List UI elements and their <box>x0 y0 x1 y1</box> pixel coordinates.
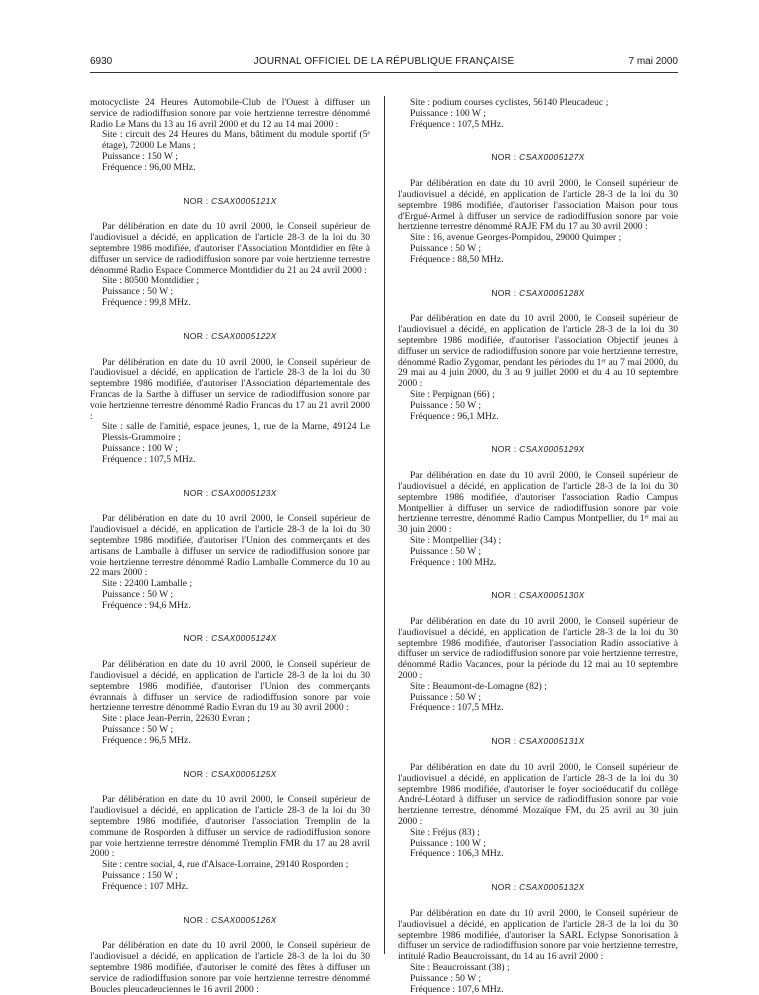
frequency-line: Fréquence : 96,00 MHz. <box>102 161 196 173</box>
column-divider <box>384 96 385 954</box>
right-column <box>398 98 678 995</box>
site-line: Site : 16, avenue Georges-Pompidou, 29000 Quimper ; <box>410 232 622 244</box>
frequency-line: Fréquence : 96,5 MHz. <box>102 734 191 746</box>
entry <box>398 152 678 265</box>
nor-reference <box>90 488 370 499</box>
site-line: Site : place Jean-Perrin, 22630 Evran ; <box>102 713 250 725</box>
entry <box>398 444 678 568</box>
paragraph: Par délibération en date du 10 avril 2000, le Conseil supérieur de l'audiovisuel a décidé, en application de l'article 28-3 de la loi du 30 septembre 1986 modifiée, d'autoriser l'association Maison pour tous d'Ergué-Armel à diffuser un service de radiodiffusion sonore par voie hertzienne terrestre dénommé RAJE FM du 17 au 30 avril 2000 : <box>398 178 678 233</box>
entry <box>398 882 678 995</box>
frequency-line: Fréquence : 107,5 MHz. <box>410 702 504 714</box>
left-column <box>90 98 370 995</box>
site-line: Site : Perpignan (66) ; <box>410 388 495 400</box>
power-line: Puissance : 50 W ; <box>410 972 482 984</box>
power-line: Puissance : 50 W ; <box>410 242 482 254</box>
nor-label: NOR : <box>491 444 517 455</box>
nor-label: NOR : <box>183 487 209 498</box>
paragraph: Par délibération en date du 10 avril 2000, le Conseil supérieur de l'audiovisuel a décidé, en application de l'article 28-3 de la loi du 30 septembre 1986 modifiée, d'autoriser la SARL Eclypse Sonorisation à diffuser un service de radiodiffusion sonore par voie hertzienne terrestre, intitulé Radio Beaucroissant, du 14 au 16 avril 2000 : <box>398 908 678 963</box>
entry <box>398 288 678 423</box>
entry <box>90 633 370 746</box>
site-line: Site : Montpellier (34) ; <box>410 534 502 546</box>
power-line: Puissance : 50 W ; <box>102 588 174 600</box>
frequency-line: Fréquence : 94,6 MHz. <box>102 599 191 611</box>
power-line: Puissance : 100 W ; <box>102 442 178 454</box>
paragraph: Par délibération en date du 10 avril 2000, le Conseil supérieur de l'audiovisuel a décidé, en application de l'article 28-3 de la loi du 30 septembre 1986 modifiée, d'autoriser l'Union des commerçants et des artisans de Lamballe à diffuser un service de radiodiffusion sonore par voie hertzienne terrestre dénommé Radio Lamballe Commerce du 10 au 22 mars 2000 : <box>90 513 370 579</box>
power-line: Puissance : 150 W ; <box>102 870 178 882</box>
entry <box>90 915 370 995</box>
frequency-line: Fréquence : 96,1 MHz. <box>410 410 499 422</box>
frequency-line: Fréquence : 107,5 MHz. <box>102 453 196 465</box>
power-line: Puissance : 50 W ; <box>410 545 482 557</box>
journal-title: JOURNAL OFFICIEL DE LA RÉPUBLIQUE FRANÇAISE <box>253 56 515 67</box>
nor-code: CSAX0005121X <box>211 195 277 206</box>
site-line: Site : 22400 Lamballe ; <box>102 578 193 590</box>
site-line: Site : centre social, 4, rue d'Alsace-Lorraine, 29140 Rosporden ; <box>102 859 349 871</box>
nor-code: CSAX0005132X <box>519 882 585 893</box>
nor-label: NOR : <box>491 736 517 747</box>
site-line: Site : Beaumont-de-Lomagne (82) ; <box>410 680 547 692</box>
frequency-line: Fréquence : 107 MHz. <box>102 880 189 892</box>
paragraph: Par délibération en date du 10 avril 2000, le Conseil supérieur de l'audiovisuel a décidé, en application de l'article 28-3 de la loi du 30 septembre 1986 modifiée, d'autoriser l'Association départementale des Francas de la Sarthe à diffuser un service de radiodiffusion sonore par voie hertzienne terrestre dénommé Radio Francas du 17 au 21 avril 2000 : <box>90 356 370 422</box>
site-line: Site : podium courses cyclistes, 56140 Pleucadeuc ; <box>410 97 609 108</box>
paragraph: Par délibération en date du 10 avril 2000, le Conseil supérieur de l'audiovisuel a décidé, en application de l'article 28-3 de la loi du 30 septembre 1986 modifiée, d'autoriser le foyer socioéducatif du collège André-Léotard à diffuser un service de radiodiffusion sonore par voie hertzienne terrestre, dénommé Mozaïque FM, du 25 avril au 30 juin 2000 : <box>398 762 678 828</box>
nor-reference <box>90 633 370 644</box>
continuation-block <box>90 98 370 174</box>
nor-reference <box>398 590 678 601</box>
nor-code: CSAX0005128X <box>519 287 585 298</box>
nor-label: NOR : <box>183 330 209 341</box>
nor-label: NOR : <box>183 914 209 925</box>
paragraph: Par délibération en date du 10 avril 2000, le Conseil supérieur de l'audiovisuel a décidé, en application de l'article 28-3 de la loi du 30 septembre 1986 modifiée, d'autoriser l'association Tremplin de la commune de Rosporden à diffuser un service de radiodiffusion sonore par voie hertzienne terrestre dénommé Tremplin FMR du 17 au 28 avril 2000 : <box>90 794 370 860</box>
paragraph: motocycliste 24 Heures Automobile-Club de l'Ouest à diffuser un service de radiodiffusion sonore par voie hertzienne terrestre dénommé Radio Le Mans du 13 au 16 avril 2000 et du 12 au 14 mai 2000 : <box>90 97 370 130</box>
continuation-block <box>398 98 678 130</box>
nor-reference <box>398 736 678 747</box>
page-header <box>90 56 678 70</box>
nor-code: CSAX0005131X <box>519 736 585 747</box>
nor-code: CSAX0005130X <box>519 590 585 601</box>
entry <box>90 331 370 466</box>
nor-label: NOR : <box>491 152 517 163</box>
frequency-line: Fréquence : 106,3 MHz. <box>410 848 504 860</box>
nor-label: NOR : <box>183 633 209 644</box>
nor-code: CSAX0005124X <box>211 633 277 644</box>
entry <box>90 488 370 612</box>
nor-reference <box>398 882 678 893</box>
nor-code: CSAX0005122X <box>211 330 277 341</box>
entry <box>90 196 370 309</box>
nor-reference <box>398 152 678 163</box>
nor-code: CSAX0005125X <box>211 768 277 779</box>
power-line: Puissance : 100 W ; <box>410 837 486 849</box>
nor-reference <box>90 331 370 342</box>
power-line: Puissance : 50 W ; <box>102 724 174 736</box>
header-rule <box>90 72 678 73</box>
page-number: 6930 <box>90 56 113 67</box>
nor-label: NOR : <box>183 768 209 779</box>
paragraph: Par délibération en date du 10 avril 2000, le Conseil supérieur de l'audiovisuel a décidé, en application de l'article 28-3 de la loi du 30 septembre 1986 modifiée, d'autoriser l'association Radio Campus Montpellier à diffuser un service de radiodiffusion sonore par voie hertzienne terrestre, dénommé Radio Campus Montpellier, du 1ᵉʳ mai au 30 juin 2000 : <box>398 470 678 536</box>
frequency-line: Fréquence : 88,50 MHz. <box>410 253 504 265</box>
entry <box>398 736 678 860</box>
nor-reference <box>90 196 370 207</box>
nor-reference <box>90 915 370 926</box>
nor-reference <box>398 444 678 455</box>
site-line: Site : 80500 Montdidier ; <box>102 275 200 287</box>
power-line: Puissance : 150 W ; <box>102 150 178 162</box>
nor-code: CSAX0005123X <box>211 487 277 498</box>
paragraph: Par délibération en date du 10 avril 2000, le Conseil supérieur de l'audiovisuel a décidé, en application de l'article 28-3 de la loi du 30 septembre 1986 modifiée, d'autoriser l'association Objectif jeunes à diffuser un service de radiodiffusion sonore par voie hertzienne terrestre, dénommé Radio Zygomar, pendant les périodes du 1ᵉʳ au 7 mai 2000, du 29 mai au 4 juin 2000, du 3 au 9 juillet 2000 et du 4 au 10 septembre 2000 : <box>398 313 678 390</box>
frequency-line: Fréquence : 107,5 MHz. <box>410 118 504 130</box>
nor-code: CSAX0005127X <box>519 152 585 163</box>
nor-label: NOR : <box>491 590 517 601</box>
nor-reference <box>398 288 678 299</box>
entry <box>398 590 678 714</box>
frequency-line: Fréquence : 100 MHz. <box>410 556 497 568</box>
paragraph: Par délibération en date du 10 avril 2000, le Conseil supérieur de l'audiovisuel a décidé, en application de l'article 28-3 de la loi du 30 septembre 1986 modifiée, d'autoriser le comité des fêtes à diffuser un service de radiodiffusion sonore par voie hertzienne terrestre dénommé Boucles pleucadeuciennes le 16 avril 2000 : <box>90 940 370 995</box>
nor-code: CSAX0005126X <box>211 914 277 925</box>
site-line: Site : salle de l'amitié, espace jeunes, 1, rue de la Marne, 49124 Le Plessis-Grammoire ; <box>102 421 370 444</box>
power-line: Puissance : 50 W ; <box>410 691 482 703</box>
paragraph: Par délibération en date du 10 avril 2000, le Conseil supérieur de l'audiovisuel a décidé, en application de l'article 28-3 de la loi du 30 septembre 1986 modifiée, d'autoriser l'Association Montdidier en fête à diffuser un service de radiodiffusion sonore par voie hertzienne terrestre dénommé Radio Espace Commerce Montdidier du 21 au 24 avril 2000 : <box>90 221 370 276</box>
nor-code: CSAX0005129X <box>519 444 585 455</box>
paragraph: Par délibération en date du 10 avril 2000, le Conseil supérieur de l'audiovisuel a décidé, en application de l'article 28-3 de la loi du 30 septembre 1986 modifiée, d'autoriser l'Union des commerçants évrannais à diffuser un service de radiodiffusion sonore par voie hertzienne terrestre dénommé Radio Evran du 19 au 30 avril 2000 : <box>90 659 370 714</box>
nor-label: NOR : <box>491 882 517 893</box>
site-line: Site : circuit des 24 Heures du Mans, bâtiment du module sportif (5ᵉ étage), 72000 Le Mans ; <box>102 129 370 152</box>
issue-date: 7 mai 2000 <box>628 56 678 67</box>
site-line: Site : Beaucroissant (38) ; <box>410 962 510 974</box>
site-line: Site : Fréjus (83) ; <box>410 826 480 838</box>
frequency-line: Fréquence : 99,8 MHz. <box>102 296 191 308</box>
paragraph: Par délibération en date du 10 avril 2000, le Conseil supérieur de l'audiovisuel a décidé, en application de l'article 28-3 de la loi du 30 septembre 1986 modifiée, d'autoriser l'association Radio associative à diffuser un service de radiodiffusion sonore par voie hertzienne terrestre, dénommé Radio Vacances, pour la période du 12 mai au 10 septembre 2000 : <box>398 616 678 682</box>
nor-reference <box>90 769 370 780</box>
nor-label: NOR : <box>491 287 517 298</box>
frequency-line: Fréquence : 107,6 MHz. <box>410 983 504 995</box>
power-line: Puissance : 50 W ; <box>410 399 482 411</box>
power-line: Puissance : 100 W ; <box>410 107 486 119</box>
entry <box>90 769 370 893</box>
power-line: Puissance : 50 W ; <box>102 286 174 298</box>
nor-label: NOR : <box>183 195 209 206</box>
